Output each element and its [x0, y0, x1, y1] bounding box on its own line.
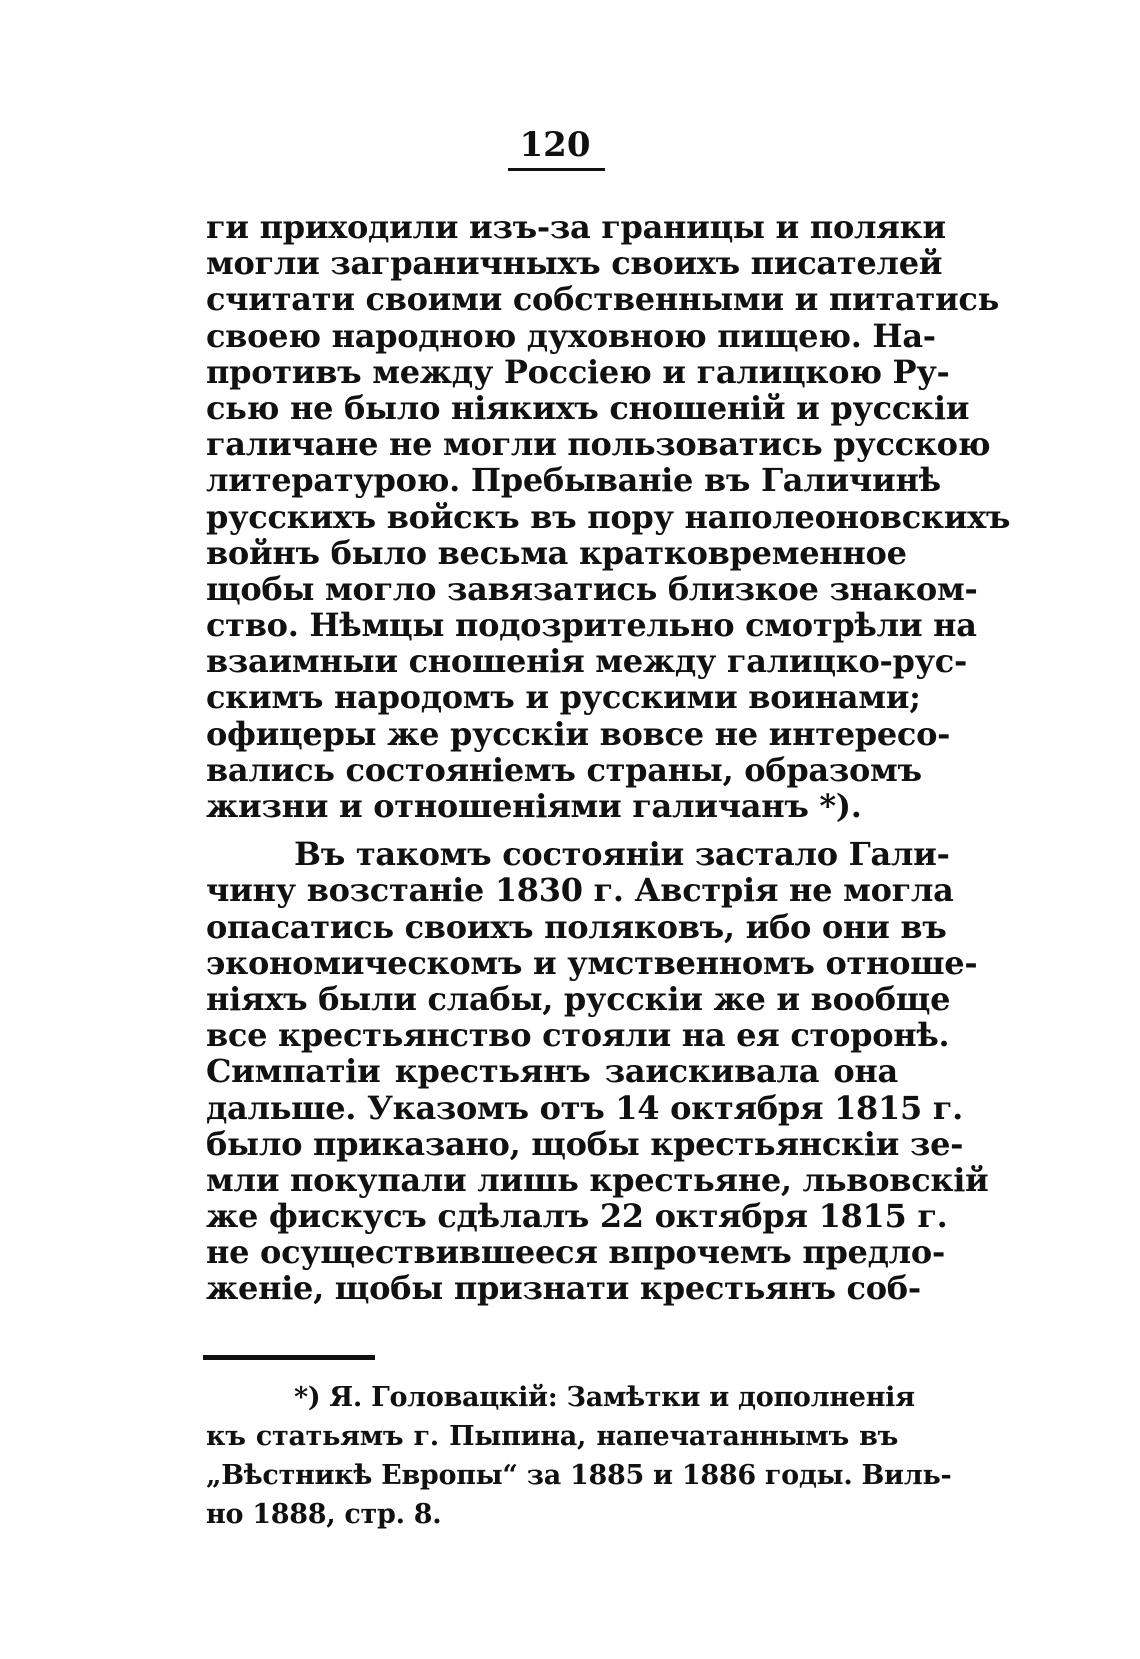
text-line: жизни и отношенiями галичанъ *).: [206, 787, 862, 825]
text-line: ги приходили изъ-за границы и поляки: [206, 208, 946, 246]
text-line: могли заграничныхъ своихъ писателей: [206, 244, 943, 283]
text-line: женiе, щобы признати крестьянъ соб-: [206, 1269, 921, 1308]
footnote: [206, 1378, 952, 1534]
text-line: же фискусъ сдѣлалъ 22 октября 1815 г.: [206, 1197, 948, 1236]
text-line: не осуществившееся впрочемъ предло-: [206, 1233, 945, 1272]
footnote-line: къ статьямъ г. Пыпина, напечатаннымъ въ: [206, 1421, 898, 1452]
text-line: дальше. Указомъ отъ 14 октября 1815 г.: [206, 1088, 963, 1127]
text-line: противъ между Россiею и галицкою Ру-: [206, 352, 950, 391]
text-line: нiяхъ были слабы, русскiи же и вообще: [206, 979, 951, 1018]
text-line: офицеры же русскiи вовсе не интересо-: [206, 714, 951, 753]
paragraph-1: [206, 208, 1011, 825]
text-line: сью не было нiякихъ сношенiй и русскiи: [206, 388, 970, 427]
body-text: [206, 208, 1011, 1308]
text-line: мли покупали лишь крестьяне, львовскiй: [206, 1160, 989, 1199]
text-line: чину возстанiе 1830 г. Австрiя не могла: [206, 871, 954, 910]
text-line: ство. Нѣмцы подозрительно смотрѣли на: [206, 606, 977, 645]
text-line: опасатись своихъ поляковъ, ибо они въ: [206, 907, 947, 946]
text-line: Симпатiи крестьянъ заискивала она: [206, 1052, 898, 1091]
text-line: Въ такомъ состоянiи застало Гали-: [294, 835, 950, 874]
text-line: литературою. Пребыванiе въ Галичинѣ: [206, 461, 941, 500]
text-line: щобы могло завязатись близкое знаком-: [206, 569, 978, 608]
text-line: войнъ было весьма кратковременное: [206, 533, 907, 572]
text-line: считати своими собственными и питатись: [206, 280, 1000, 319]
text-line: галичане не могли пользоватись русскою: [206, 425, 991, 464]
footnote-line: но 1888, стр. 8.: [206, 1499, 442, 1530]
text-line: скимъ народомъ и русскими воинами;: [206, 678, 921, 717]
text-line: вались состоянiемъ страны, образомъ: [206, 750, 922, 789]
text-line: взаимныи сношенiя между галицко-рус-: [206, 642, 967, 681]
page-number-rule: [508, 168, 605, 171]
footnote-line: *) Я. Головацкiй: Замѣтки и дополненiя: [294, 1382, 915, 1413]
text-line: русскихъ войскъ въ пору наполеоновскихъ: [206, 497, 1011, 536]
text-line: было приказано, щобы крестьянскiи зе-: [206, 1124, 964, 1163]
text-line: своею народною духовною пищею. На-: [206, 316, 936, 355]
text-line: все крестьянство стояли на ея сторонѣ.: [206, 1016, 950, 1055]
page-number: 120: [519, 125, 591, 165]
text-line: экономическомъ и умственномъ отноше-: [206, 943, 978, 982]
footnote-line: „Вѣстникѣ Европы“ за 1885 и 1886 годы. Виль-: [206, 1460, 952, 1491]
paragraph-2: [206, 835, 989, 1308]
footnote-rule: [203, 1355, 375, 1360]
